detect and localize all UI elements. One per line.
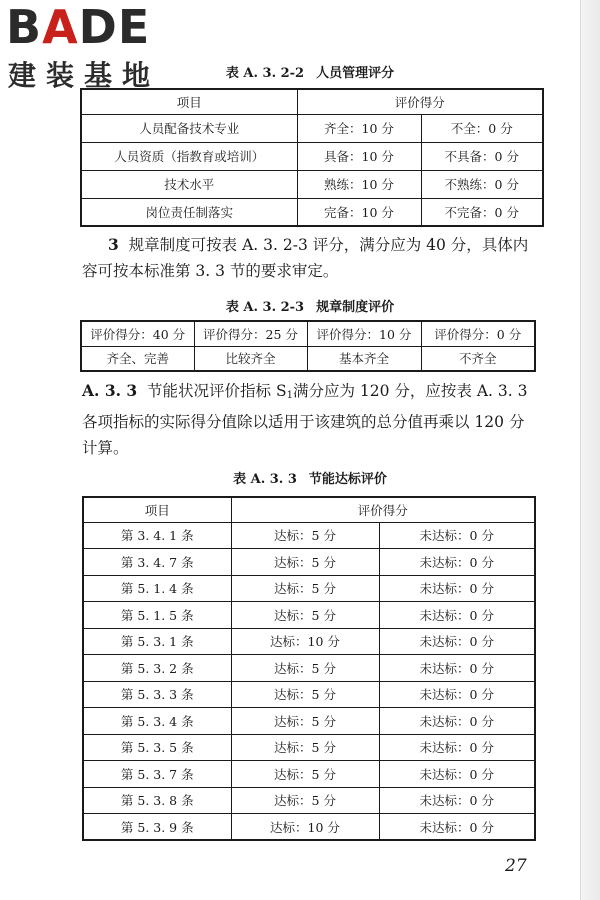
cell-pass: 达标：5 分 [231,549,379,576]
cell-pass: 完备：10 分 [297,198,421,226]
cell-fail: 未达标：0 分 [379,655,535,682]
table-row [81,198,543,226]
cell-pass: 达标：5 分 [231,734,379,761]
cell-item: 岗位责任制落实 [81,198,297,226]
cell-fail: 未达标：0 分 [379,734,535,761]
table-row [81,142,543,170]
cell-pass: 达标：5 分 [231,575,379,602]
logo-wordmark: BADE [6,0,151,54]
cell-pass: 达标：5 分 [231,681,379,708]
table-row [81,346,535,371]
paragraph-line [82,378,578,409]
paragraph-line [82,232,578,258]
clause-number: A. 3. 3 [82,381,138,400]
logo-chinese: 建装基地 [8,59,161,92]
paragraph-a33 [82,378,578,461]
cell-fail: 未达标：0 分 [379,575,535,602]
cell-score: 评价得分：25 分 [194,321,307,346]
table-header-row [81,89,543,114]
table-row [83,602,535,629]
page-number: 27 [505,856,527,876]
cell-item: 人员配备技术专业 [81,114,297,142]
cell-pass: 达标：5 分 [231,761,379,788]
cell-fail: 未达标：0 分 [379,708,535,735]
paragraph-text: 节能状况评价指标 S [147,382,287,400]
cell-pass: 达标：5 分 [231,602,379,629]
cell-fail: 未达标：0 分 [379,761,535,788]
cell-level: 不齐全 [421,346,535,371]
cell-item: 人员资质（指教育或培训） [81,142,297,170]
table-row [83,655,535,682]
table-a323 [80,320,536,372]
cell-item: 第 3. 4. 1 条 [83,522,231,549]
paragraph-line: 容可按本标准第 3. 3 节的要求审定。 [82,262,339,280]
cell-pass: 达标：5 分 [231,787,379,814]
cell-fail: 未达标：0 分 [379,628,535,655]
cell-item: 第 5. 3. 4 条 [83,708,231,735]
cell-fail: 未达标：0 分 [379,787,535,814]
table-row [81,170,543,198]
table-row [83,761,535,788]
table-row [83,522,535,549]
cell-item: 第 3. 4. 7 条 [83,549,231,576]
clause-number: 3 [108,235,119,254]
table-row [83,549,535,576]
table-row [83,734,535,761]
cell-fail: 未达标：0 分 [379,814,535,841]
cell-item: 第 5. 3. 3 条 [83,681,231,708]
cell-item: 第 5. 3. 1 条 [83,628,231,655]
cell-level: 比较齐全 [194,346,307,371]
table-row [83,681,535,708]
cell-item: 第 5. 3. 2 条 [83,655,231,682]
cell-fail: 未达标：0 分 [379,681,535,708]
cell-score: 评价得分：10 分 [307,321,421,346]
cell-item: 第 5. 3. 7 条 [83,761,231,788]
cell-fail: 不具备：0 分 [421,142,543,170]
header-item: 项目 [83,497,231,522]
table-a322-caption: 表 A. 3. 2-2 人员管理评分 [225,66,395,81]
cell-fail: 不完备：0 分 [421,198,543,226]
table-a323-caption: 表 A. 3. 2-3 规章制度评价 [225,300,395,315]
cell-item: 第 5. 3. 5 条 [83,734,231,761]
table-row [83,708,535,735]
cell-item: 第 5. 1. 4 条 [83,575,231,602]
cell-level: 基本齐全 [307,346,421,371]
header-score: 评价得分 [297,89,543,114]
paragraph-text: 规章制度可按表 A. 3. 2-3 评分，满分应为 40 分，具体内 [128,236,529,254]
cell-fail: 不熟练：0 分 [421,170,543,198]
cell-pass: 达标：10 分 [231,814,379,841]
page-edge [580,0,600,900]
cell-fail: 不全：0 分 [421,114,543,142]
cell-score: 评价得分：40 分 [81,321,194,346]
header-score: 评价得分 [231,497,535,522]
cell-pass: 达标：5 分 [231,522,379,549]
table-a33-caption: 表 A. 3. 3 节能达标评价 [233,472,387,487]
table-row [83,575,535,602]
table-row [81,114,543,142]
table-header-row [83,497,535,522]
cell-item: 第 5. 3. 9 条 [83,814,231,841]
paragraph-text: 满分应为 120 分，应按表 A. 3. 3 [292,382,528,400]
cell-pass: 达标：5 分 [231,655,379,682]
cell-pass: 达标：5 分 [231,708,379,735]
cell-item: 第 5. 1. 5 条 [83,602,231,629]
table-row [83,814,535,841]
cell-score: 评价得分：0 分 [421,321,535,346]
table-a33 [82,496,536,841]
cell-item: 技术水平 [81,170,297,198]
table-row [83,628,535,655]
subscript: 1 [286,390,293,401]
cell-pass: 具备：10 分 [297,142,421,170]
table-row [81,321,535,346]
cell-pass: 达标：10 分 [231,628,379,655]
header-item: 项目 [81,89,297,114]
paragraph-rules [82,232,578,284]
table-row [83,787,535,814]
cell-pass: 熟练：10 分 [297,170,421,198]
cell-fail: 未达标：0 分 [379,549,535,576]
cell-item: 第 5. 3. 8 条 [83,787,231,814]
cell-fail: 未达标：0 分 [379,522,535,549]
paragraph-line: 计算。 [82,439,129,457]
cell-level: 齐全、完善 [81,346,194,371]
paragraph-line: 各项指标的实际得分值除以适用于该建筑的总分值再乘以 120 分 [82,413,525,431]
cell-pass: 齐全：10 分 [297,114,421,142]
cell-fail: 未达标：0 分 [379,602,535,629]
table-a322 [80,88,544,227]
